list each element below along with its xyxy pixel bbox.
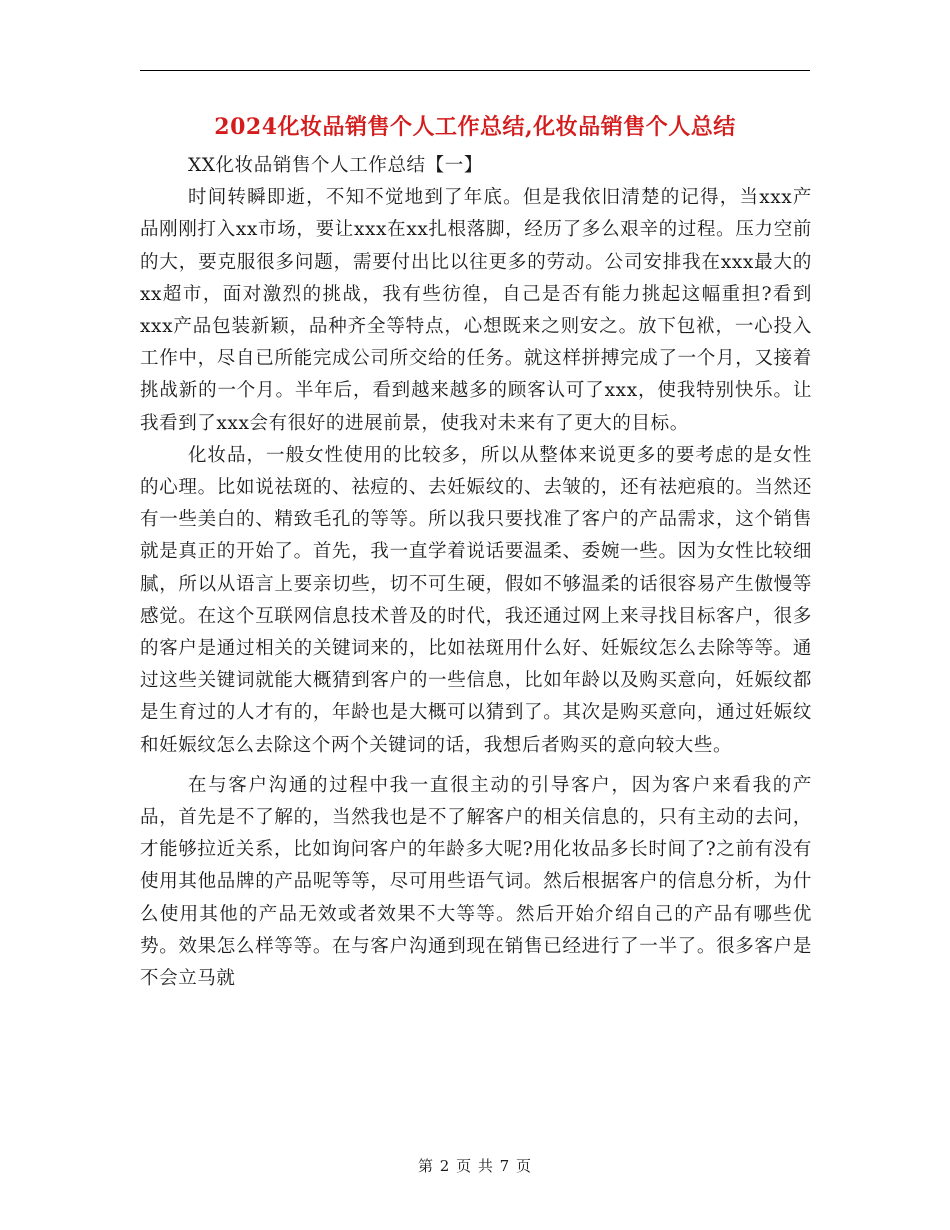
document-body <box>140 150 812 995</box>
header-rule <box>140 70 810 71</box>
paragraph-2: 化妆品，一般女性使用的比较多，所以从整体来说更多的要考虑的是女性的心理。比如说祛斑的、祛痘的、去妊娠纹的、去皱的，还有祛疤痕的。当然还有一些美白的、精致毛孔的等等。所以我只要找准了客户的产品需求，这个销售就是真正的开始了。首先，我一直学着说话要温柔、委婉一些。因为女性比较细腻，所以从语言上要亲切些，切不可生硬，假如不够温柔的话很容易产生傲慢等感觉。在这个互联网信息技术普及的时代，我还通过网上来寻找目标客户，很多的客户是通过相关的关键词来的，比如祛斑用什么好、妊娠纹怎么去除等等。通过这些关键词就能大概猜到客户的一些信息，比如年龄以及购买意向，妊娠纹都是生育过的人才有的，年龄也是大概可以猜到了。其次是购买意向，通过妊娠纹和妊娠纹怎么去除这个两个关键词的话，我想后者购买的意向较大些。 <box>140 444 812 756</box>
paragraph-3: 在与客户沟通的过程中我一直很主动的引导客户，因为客户来看我的产品，首先是不了解的，当然我也是不了解客户的相关信息的，只有主动的去问，才能够拉近关系，比如询问客户的年龄多大呢?用化妆品多长时间了?之前有没有使用其他品牌的产品呢等等，尽可用些语气词。然后根据客户的信息分析，为什么使用其他的产品无效或者效果不大等等。然后开始介绍自己的产品有哪些优势。效果怎么样等等。在与客户沟通到现在销售已经进行了一半了。很多客户是不会立马就 <box>140 774 812 990</box>
paragraph-1: 时间转瞬即逝，不知不觉地到了年底。但是我依旧清楚的记得，当xxx产品刚刚打入xx市场，要让xxx在xx扎根落脚，经历了多么艰辛的过程。压力空前的大，要克服很多问题，需要付出比以往更多的劳动。公司安排我在xxx最大的xx超市，面对激烈的挑战，我有些彷徨，自己是否有能力挑起这幅重担?看到xxx产品包装新颖，品种齐全等特点，心想既来之则安之。放下包袱，一心投入工作中，尽自已所能完成公司所交给的任务。就这样拼搏完成了一个月，又接着挑战新的一个月。半年后，看到越来越多的顾客认可了xxx，使我特别快乐。让我看到了xxx会有很好的进展前景，使我对未来有了更大的目标。 <box>140 187 812 434</box>
section-heading: XX化妆品销售个人工作总结【一】 <box>188 155 483 176</box>
document-title: 2024化妆品销售个人工作总结,化妆品销售个人总结 <box>214 114 736 140</box>
page-number-footer: 第 2 页 共 7 页 <box>418 1157 532 1175</box>
